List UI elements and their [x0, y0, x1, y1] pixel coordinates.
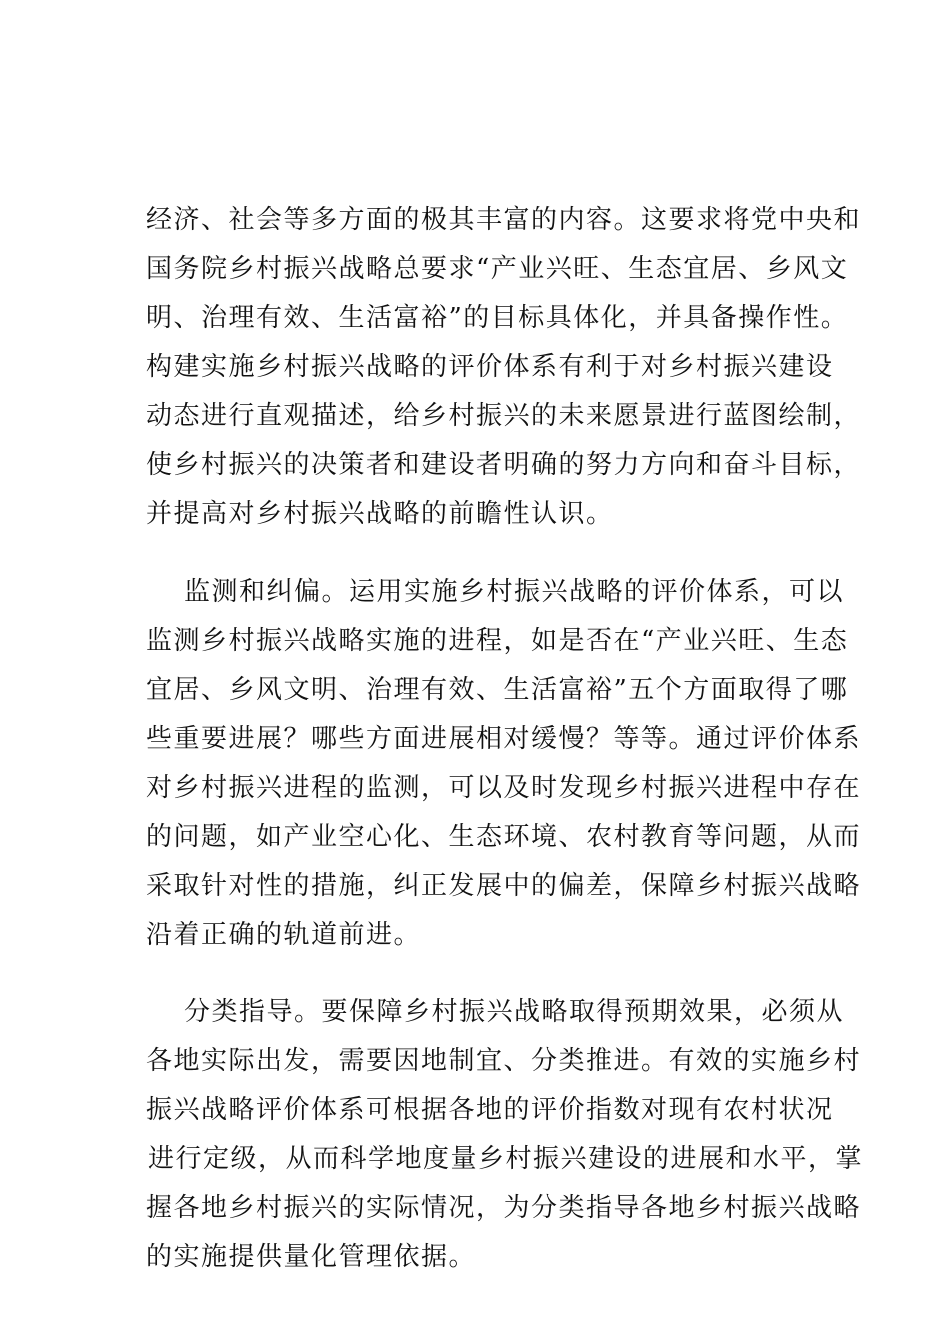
text-line: 振兴战略评价体系可根据各地的评价指数对现有农村状况	[146, 1095, 834, 1125]
text-line: 的问题，如产业空心化、生态环境、农村教育等问题，从而	[146, 822, 862, 852]
text-line: 分类指导。要保障乡村振兴战略取得预期效果，必须从	[184, 997, 845, 1027]
text-line: 进行定级，从而科学地度量乡村振兴建设的进展和水平，掌	[148, 1144, 864, 1174]
paragraph-evaluation-purpose	[146, 196, 862, 539]
text-line: 对乡村振兴进程的监测，可以及时发现乡村振兴进程中存在	[146, 773, 862, 803]
text-line: 构建实施乡村振兴战略的评价体系有利于对乡村振兴建设	[146, 352, 834, 382]
text-line: 监测乡村振兴战略实施的进程，如是否在“产业兴旺、生态	[146, 626, 849, 656]
text-line: 沿着正确的轨道前进。	[146, 920, 422, 950]
paragraph-classified-guidance	[146, 988, 864, 1282]
text-line: 宜居、乡风文明、治理有效、生活富裕”五个方面取得了哪	[146, 675, 849, 705]
text-line: 使乡村振兴的决策者和建设者明确的努力方向和奋斗目标，	[146, 450, 862, 480]
text-line: 国务院乡村振兴战略总要求“产业兴旺、生态宜居、乡风文	[146, 254, 849, 284]
paragraph-monitoring	[146, 568, 862, 960]
text-line: 并提高对乡村振兴战略的前瞻性认识。	[146, 499, 614, 529]
text-line: 各地实际出发，需要因地制宜、分类推进。有效的实施乡村	[146, 1046, 862, 1076]
text-line: 握各地乡村振兴的实际情况，为分类指导各地乡村振兴战略	[146, 1193, 862, 1223]
text-line: 的实施提供量化管理依据。	[146, 1242, 477, 1272]
text-line: 采取针对性的措施，纠正发展中的偏差，保障乡村振兴战略	[146, 871, 862, 901]
text-line: 经济、社会等多方面的极其丰富的内容。这要求将党中央和	[146, 205, 862, 235]
text-line: 动态进行直观描述，给乡村振兴的未来愿景进行蓝图绘制，	[146, 401, 862, 431]
text-line: 些重要进展？哪些方面进展相对缓慢？等等。通过评价体系	[146, 724, 862, 754]
text-line: 监测和纠偏。运用实施乡村振兴战略的评价体系，可以	[184, 577, 845, 607]
text-line: 明、治理有效、生活富裕”的目标具体化，并具备操作性。	[146, 303, 849, 333]
